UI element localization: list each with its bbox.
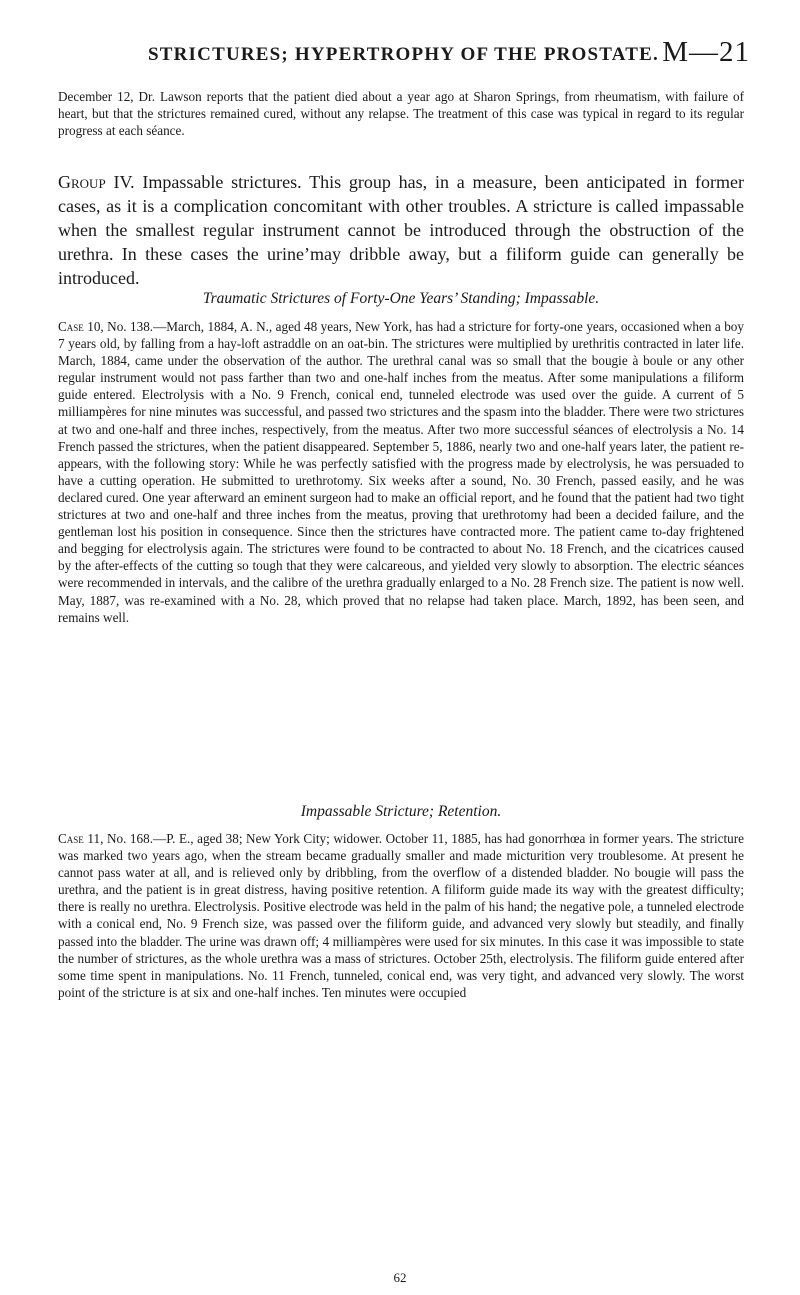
section-2-heading-block — [58, 803, 744, 821]
intro-paragraph-block — [58, 88, 744, 139]
page-number: 62 — [393, 1270, 407, 1285]
case-11-paragraph — [58, 830, 744, 1001]
section-1-heading: Traumatic Strictures of Forty-One Years’ Standing; Impassable. — [202, 290, 600, 307]
group-iv-text: Impassable strictures. This group has, in a measure, been anticipated in former cases, as it is a complication concomitant with other troubles. A stricture is called impassable when the smallest regular instrument cannot be introduced through the obstruction of the urethra. In these cases the urine’may dribble away, but a filiform guide can generally be introduced. — [58, 172, 744, 289]
case-11-block — [58, 830, 744, 1001]
case-10-paragraph — [58, 318, 744, 626]
section-2-heading: Impassable Stricture; Retention. — [300, 803, 502, 820]
running-head — [148, 34, 750, 70]
running-head-title: STRICTURES; HYPERTROPHY OF THE PROSTATE. — [148, 44, 659, 65]
group-iv-paragraph — [58, 170, 744, 290]
intro-paragraph: December 12, Dr. Lawson reports that the patient died about a year ago at Sharon Springs, from rheumatism, with failure of heart, but that the strictures remained cured, without any relapse. The treatment of this case was typical in regard to its regular progress at each séance. — [58, 89, 744, 139]
group-iv-label: Group IV. — [58, 172, 135, 192]
case-11-text: No. 168.—P. E., aged 38; New York City; widower. October 11, 1885, has had gonorrhœa in former years. The stricture was marked two years ago, when the stream became gradually smaller and made micturition very troublesome. At present he cannot pass water at all, and is relieved only by dribbling, from the overflow of a distended bladder. No bougie will pass the urethra, and the patient is in great distress, having positive retention. A filiform guide made its way with the greatest difficulty; there is really no urethra. Electrolysis. Positive electrode was held in the palm of his hand; the negative pole, a tunneled electrode with a conical end, No. 9 French size, was passed over the filiform guide, and advanced very slowly but steadily, and finally passed into the bladder. The urine was drawn off; 4 milliampères were used for six minutes. In this case it was impossible to state the number of strictures, as the whole urethra was a mass of strictures. October 25th, electrolysis. The filiform guide entered after some time spent in manipulations. No. 11 French, tunneled, conical end, was very tight, and advanced very slowly. The worst point of the stricture is at six and one-half inches. Ten minutes were occupied — [58, 831, 744, 1000]
case-10-label: Case 10, — [58, 319, 104, 334]
case-10-block — [58, 318, 744, 626]
section-1-heading-block — [58, 290, 744, 308]
running-head-folio: M—21 — [662, 36, 750, 68]
case-11-label: Case 11, — [58, 831, 104, 846]
case-10-text: No. 138.—March, 1884, A. N., aged 48 years, New York, has had a stricture for forty-one years, occasioned when a boy 7 years old, by falling from a hay-loft astraddle on an oat-bin. The strictures were multiplied by urethritis contracted in later life. March, 1884, came under the observation of the author. The urethral canal was so small that the bougie à boule or any other regular instrument would not pass farther than two and one-half inches from the meatus. After some manipulations a filiform guide entered. Electrolysis with a No. 9 French, conical end, tunneled electrode was used over the guide. A current of 5 milliampères for nine minutes was successful, and passed two strictures and the spasm into the bladder. There were two strictures at two and one-half and three inches, respectively, from the meatus. After two more successful séances of electrolysis a No. 14 French passed the strictures, when the patient disappeared. September 5, 1886, nearly two and one-half years later, the patient re-appears, with the following story: While he was perfectly satisfied with the progress made by electrolysis, he was persuaded to have a cutting operation. He submitted to urethrotomy. Six weeks after a sound, No. 30 French, passed easily, and he was declared cured. One year afterward an eminent surgeon had to make an official report, and he found that the patient had two tight strictures at two and one-half and three inches from the meatus, proving that urethrotomy had been a decided failure, and the gentleman lost his position in consequence. Since then the strictures have contracted more. The patient came to-day frightened and begging for electrolysis again. The strictures were found to be contracted to about No. 18 French, and the cicatrices caused by the after-effects of the cutting so tough that they were calcareous, and yielded very slowly to absorption. The electric séances were recommended in intervals, and the calibre of the urethra gradually enlarged to a No. 28 French size. The patient is now well. May, 1887, was re-examined with a No. 28, which proved that no relapse had taken place. March, 1892, has been seen, and remains well. — [58, 319, 744, 625]
group-iv-block — [58, 170, 744, 290]
